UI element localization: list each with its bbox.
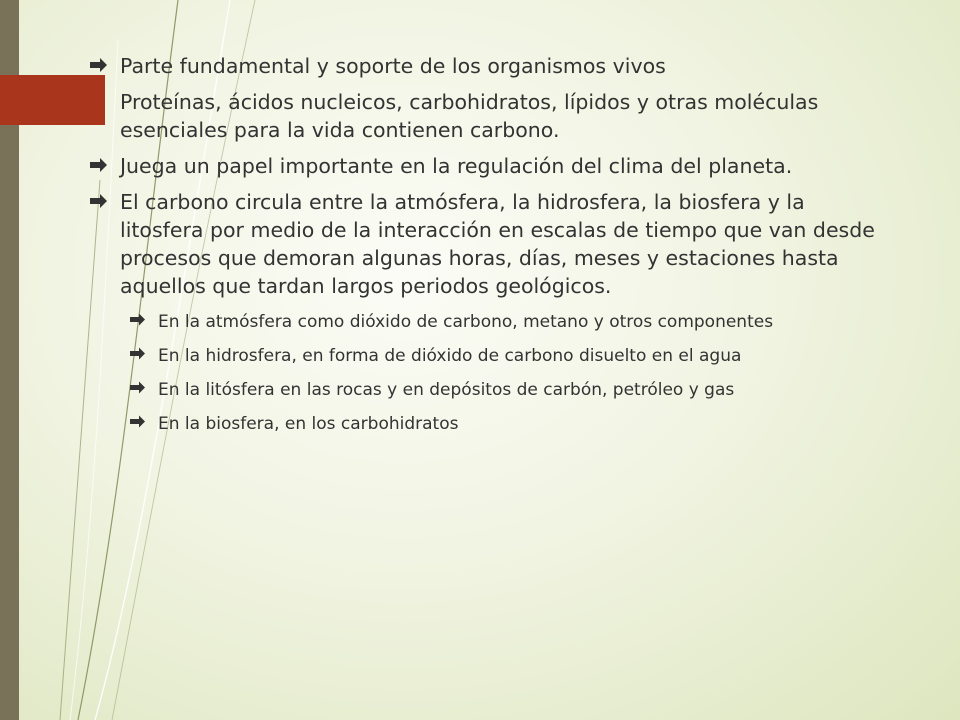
arrow-bullet-icon [88, 188, 110, 216]
sub-bullet-item [128, 344, 888, 368]
bullet-text: Parte fundamental y soporte de los organismos vivos [120, 54, 666, 78]
sub-bullet-text: En la biosfera, en los carbohidratos [158, 414, 459, 434]
sub-bullet-item [128, 310, 888, 334]
arrow-bullet-icon [88, 152, 110, 180]
bullet-item [88, 88, 888, 144]
bullet-text: Juega un papel importante en la regulación del clima del planeta. [120, 154, 793, 178]
sub-bullet-text: En la litósfera en las rocas y en depósitos de carbón, petróleo y gas [158, 380, 735, 400]
arrow-bullet-icon [128, 410, 148, 438]
arrow-bullet-icon [88, 52, 110, 80]
bullet-list [88, 52, 888, 300]
bullet-item [88, 188, 888, 300]
sub-bullet-item [128, 378, 888, 402]
sub-bullet-text: En la hidrosfera, en forma de dióxido de carbono disuelto en el agua [158, 346, 742, 366]
arrow-bullet-icon [128, 376, 148, 404]
sub-bullet-list [88, 310, 888, 436]
sub-bullet-text: En la atmósfera como dióxido de carbono, metano y otros componentes [158, 312, 774, 332]
bullet-text: Proteínas, ácidos nucleicos, carbohidratos, lípidos y otras moléculas esenciales para la vida contienen carbono. [120, 90, 819, 142]
bullet-text: El carbono circula entre la atmósfera, la hidrosfera, la biosfera y la litosfera por medio de la interacción en escalas de tiempo que van desde procesos que demoran algunas horas, días, meses y estaciones hasta aquellos que tardan largos periodos geológicos. [120, 190, 875, 298]
arrow-bullet-icon [128, 342, 148, 370]
arrow-bullet-icon [128, 308, 148, 336]
bullet-item [88, 52, 888, 80]
sub-bullet-item [128, 412, 888, 436]
bullet-item [88, 152, 888, 180]
slide-content [88, 52, 888, 446]
